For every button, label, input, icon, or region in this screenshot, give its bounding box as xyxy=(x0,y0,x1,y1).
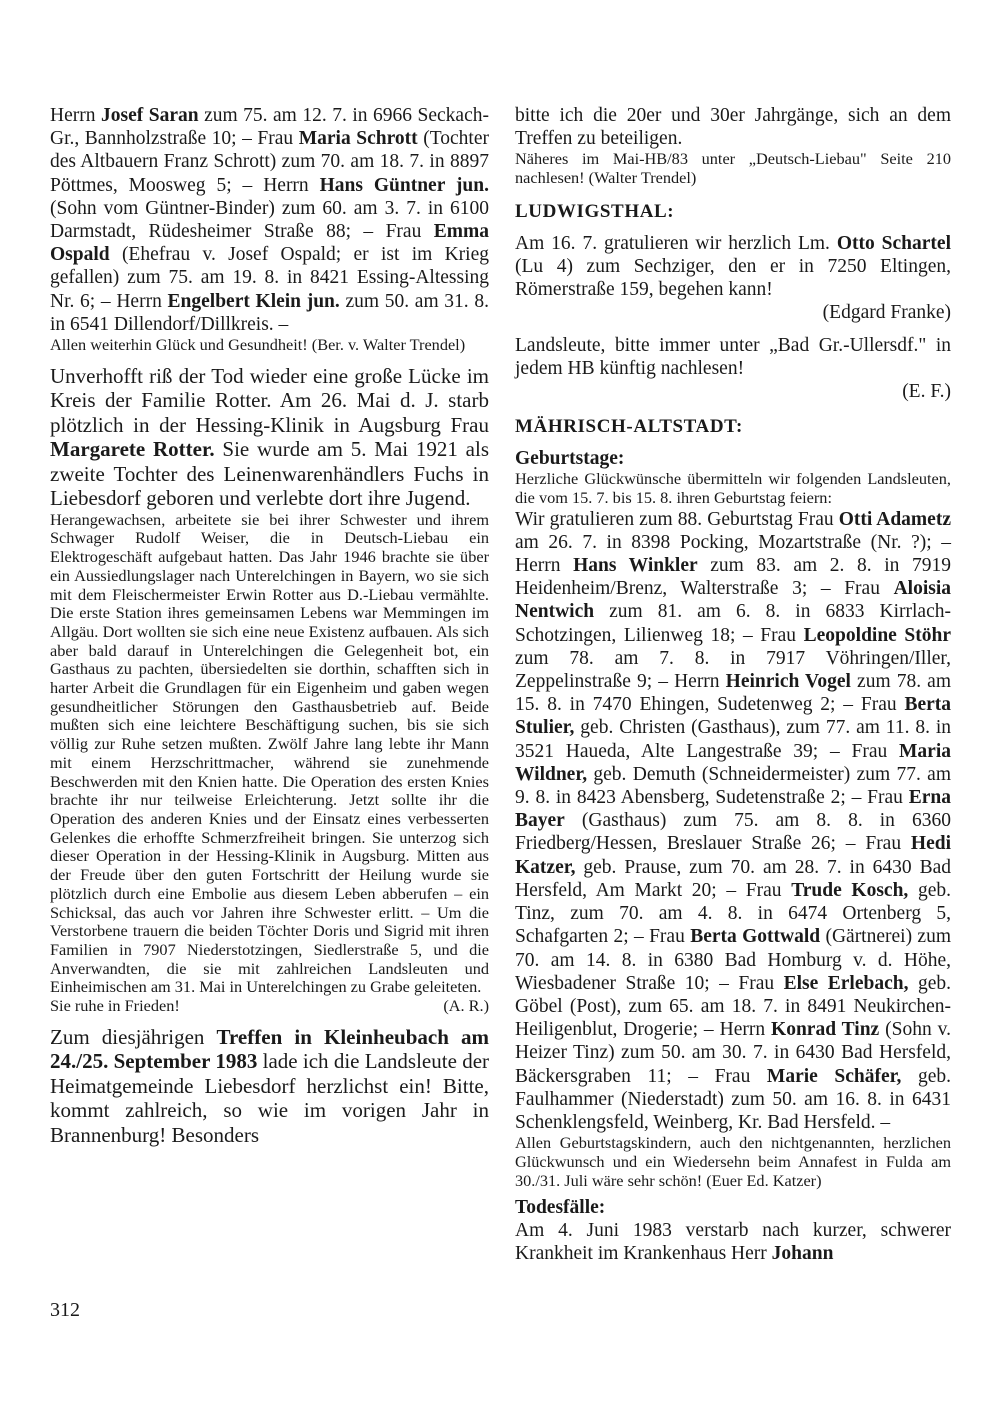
bold-name: Maria Schrott xyxy=(298,128,418,150)
bold-name: Leopoldine Stöhr xyxy=(803,624,951,646)
ludwigsthal-signature: (Edgard Franke) xyxy=(822,302,951,324)
subheading-birthdays: Geburtstage: xyxy=(515,448,625,470)
obituary-intro xyxy=(50,364,489,511)
text-run: (Tochter des Altbauern Franz Schrott) zum 70. am 18. 7. in 8897 Pöttmes, Moosweg 5; – Herrn xyxy=(50,128,489,196)
landsleute-notice: Landsleute, bitte immer unter „Bad Gr.-Ullersdf." in jedem HB künftig nachlesen! xyxy=(515,334,951,379)
bold-name: Otto Schartel xyxy=(836,232,951,254)
bold-name: Erna Bayer xyxy=(515,787,951,832)
text-run: geb. Tinz, zum 70. am 4. 8. in 6474 Ortenberg 5, Schafgarten 2; – Frau xyxy=(515,879,951,948)
bold-name: Aloisia Nentwich xyxy=(515,578,951,623)
meeting-continuation: bitte ich die 20er und 30er Jahrgänge, sich an dem Treffen zu beteiligen. xyxy=(515,105,951,150)
bold-name: Marie Schäfer, xyxy=(766,1065,902,1087)
text-run: (Sohn v. Heizer Tinz) zum 50. am 30. 7. in 6430 Bad Hersfeld, Bäckersgraben 11; – Frau xyxy=(515,1019,952,1087)
bold-name: Maria Wildner, xyxy=(515,740,951,785)
right-column xyxy=(515,104,951,1266)
bold-name: Emma Ospald xyxy=(50,221,489,266)
text-run: (Ehefrau v. Josef Ospald; er ist im Krieg gefallen) zum 75. am 19. 8. in 8421 Essing-Altessing Nr. 6; – Herrn xyxy=(50,244,489,312)
ludwigsthal-greeting xyxy=(515,232,951,302)
text-run: zum 50. am 31. 8. in 6541 Dillendorf/Dillkreis. – xyxy=(50,290,489,335)
bold-name: Otti Adametz xyxy=(838,508,951,530)
text-run: zum 78. am 7. 8. in 7917 Vöhringen/Iller, Zeppelinstraße 9; – Herrn xyxy=(515,647,951,693)
bold-name: Johann xyxy=(771,1243,834,1265)
text-run: geb. Christen (Gasthaus), zum 77. am 11. 8. in 3521 Haueda, Alte Langestraße 39; – Frau xyxy=(515,717,951,762)
text-run: (Gärtnerei) zum 70. am 14. 8. in 6380 Bad Homburg v. d. Höhe, Wiesbadener Straße 10; – Frau xyxy=(515,926,951,994)
text-run: Am 16. 7. gratulieren wir herzlich Lm. xyxy=(515,232,837,254)
meeting-invitation xyxy=(50,1025,489,1148)
text-run: Herrn xyxy=(50,105,101,126)
text-run: geb. Faulhammer (Niederstadt) zum 50. am 16. 8. in 6431 Schenklengsfeld, Weinberg, Kr. Bad Hersfeld. – xyxy=(515,1065,952,1133)
bold-name: Heinrich Vogel xyxy=(725,671,851,693)
death-notice xyxy=(515,1219,951,1265)
text-run: (Gasthaus) zum 75. am 8. 8. in 6360 Friedberg/Hessen, Breslauer Straße 26; – Frau xyxy=(515,810,951,855)
bold-name: Treffen in Kleinheubach am 24./25. September 1983 xyxy=(50,1024,489,1074)
subheading-deaths: Todesfälle: xyxy=(515,1197,606,1219)
text-run: geb. Göbel (Post), zum 65. am 18. 7. in 8491 Neukirchen-Heiligenblut, Drogerie; – Herrn xyxy=(515,972,951,1041)
bold-name: Berta Gottwald xyxy=(690,926,821,948)
obituary-body: Herangewachsen, arbeitete sie bei ihrer Schwester und ihrem Schwager Rudolf Weiser, die in Deutsch-Liebau ein Elektrogeschäft aufgebaut hatten. Das Jahr 1946 brachte sie über ein Aussiedlungslager nach Unterelchingen in Bayern, wo sie sich mit dem Fleischermeister Erwin Rotter aus D.-Liebau vermählte. Die erste Station ihres gemeinsamen Lebens war Memmingen im Allgäu. Dort wollten sie sich eine neue Existenz aufbauen. Als sich aber bald darauf in Unterelchingen die Gelegenheit bot, ein Gasthaus zu pachten, übersiedelten sie dorthin, schafften sich in harter Arbeit die Grundlagen für ein Eigenheim und gaben wegen gesundheitlicher Störungen den Gasthausbetrieb auf. Beide mußten sich eine leichtere Beschäftigung suchen, bis sie sich völlig zur Ruhe setzen mußten. Zwölf Jahre lang lebte ihr Mann mit einem Herzschrittmacher, während sie zunehmende Beschwerden mit den Knien hatte. Die Operation des ersten Knies brachte ihr nur teilweise Erleichterung. Jetzt sollte ihr die Operation des anderen Knies und der Einsatz eines verbesserten Gelenkes die erhoffte Schmerzfreiheit bringen. Sie unterzog sich dieser Operation in der Hessing-Klinik in Augsburg. Mitten aus der Freude über den guten Fortschritt der Heilung wurde sie plötzlich durch eine Embolie aus diesem Leben abberufen – ein Schicksal, das auch vor Jahren ihre Schwester erlitt. – Um die Verstorbene trauern die beiden Töchter Doris und Sigrid mit ihren Familien in 7907 Niederstotzingen, Siedlerstraße 5, und die Anverwandten, die sie mit zahlreichen Landsleuten und Einheimischen am 31. Mai in Unterelchingen zu Grabe geleiteten. xyxy=(50,509,489,997)
bold-name: Hans Winkler xyxy=(573,555,698,577)
text-run: lade ich die Landsleute der Heimatgemeinde Liebesdorf herzlichst ein! Bitte, kommt zahlreich, so wie im vorigen Jahr in Brannenburg! Besonders xyxy=(50,1049,490,1147)
text-run: Wir gratulieren zum 88. Geburtstag Frau xyxy=(515,508,839,530)
birthday-list-altstadt xyxy=(515,508,951,1134)
text-run: zum 83. am 2. 8. in 7919 Heidenheim/Brenz, Walterstraße 3; – Frau xyxy=(515,555,951,600)
text-run: Unverhofft riß der Tod wieder eine große Lücke im Kreis der Familie Rotter. Am 26. Mai d. J. starb plötzlich in der Hessing-Klinik in Augsburg Frau xyxy=(50,363,489,437)
bold-name: Konrad Tinz xyxy=(771,1019,880,1041)
text-run: am 26. 7. in 8398 Pocking, Mozartstraße (Nr. ?); – Herrn xyxy=(515,531,951,577)
birthday-list-liebesdorf xyxy=(50,104,489,336)
section-heading-altstadt: MÄHRISCH-ALTSTADT: xyxy=(515,416,743,438)
left-column xyxy=(50,104,489,1147)
obituary-closing xyxy=(50,997,489,1016)
section-heading-ludwigsthal: LUDWIGSTHAL: xyxy=(515,200,675,222)
meeting-reference-note: Näheres im Mai-HB/83 unter „Deutsch-Liebau" Seite 210 nachlesen! (Walter Trendel) xyxy=(515,149,951,188)
bold-name: Margarete Rotter. xyxy=(50,437,215,462)
landsleute-signature: (E. F.) xyxy=(902,381,951,403)
bold-name: Engelbert Klein jun. xyxy=(167,290,340,312)
bold-name: Trude Kosch, xyxy=(791,879,909,901)
text-run: zum 81. am 6. 8. in 6833 Kirrlach-Schotzingen, Lilienweg 18; – Frau xyxy=(515,601,951,646)
birthdays-closing: Allen Geburtstagskindern, auch den nichtgenannten, herzlichen Glückwunsch und ein Wiedersehn beim Annafest in Fulda am 30./31. Juli wäre sehr schön! (Euer Ed. Katzer) xyxy=(515,1133,951,1190)
text-run: Am 4. Juni 1983 verstarb nach kurzer, schwerer Krankheit im Krankenhaus Herr xyxy=(515,1220,951,1265)
bold-name: Berta Stulier, xyxy=(515,694,951,739)
bold-name: Hans Güntner jun. xyxy=(319,174,489,196)
birthdays-intro: Herzliche Glückwünsche übermitteln wir folgenden Landsleuten, die vom 15. 7. bis 15. 8. ihren Geburtstag feiern: xyxy=(515,469,951,507)
obituary-closing-text: Sie ruhe in Frieden! xyxy=(50,996,180,1016)
text-run: (Lu 4) zum Sechziger, den er in 7250 Eltingen, Römerstraße 159, begehen kann! xyxy=(515,256,951,301)
bold-name: Else Erlebach, xyxy=(783,972,909,994)
obituary-signature: (A. R.) xyxy=(443,996,489,1016)
text-run: geb. Demuth (Schneidermeister) zum 77. am 9. 8. in 8423 Abensberg, Sudetenstraße 2; – Frau xyxy=(515,763,951,809)
text-run: geb. Prause, zum 70. am 28. 7. in 6430 Bad Hersfeld, Am Markt 20; – Frau xyxy=(515,856,951,901)
page-number: 312 xyxy=(50,1299,80,1321)
text-run: zum 75. am 12. 7. in 6966 Seckach-Gr., Bannholzstraße 10; – Frau xyxy=(50,105,489,150)
birthday-closing-note: Allen weiterhin Glück und Gesundheit! (Ber. v. Walter Trendel) xyxy=(50,335,466,355)
text-run: Sie wurde am 5. Mai 1921 als zweite Tochter des Leinenwarenhändlers Fuchs in Liebesdorf geboren und verlebte dort ihre Jugend. xyxy=(50,437,489,511)
bold-name: Josef Saran xyxy=(100,105,199,126)
text-run: zum 78. am 15. 8. in 7470 Ehingen, Sudetenweg 2; – Frau xyxy=(515,671,952,716)
text-run: (Sohn vom Güntner-Binder) zum 60. am 3. 7. in 6100 Darmstadt, Rüdesheimer Straße 88; – Frau xyxy=(50,197,489,243)
text-run: Zum diesjährigen xyxy=(50,1024,217,1049)
bold-name: Hedi Katzer, xyxy=(515,833,951,878)
